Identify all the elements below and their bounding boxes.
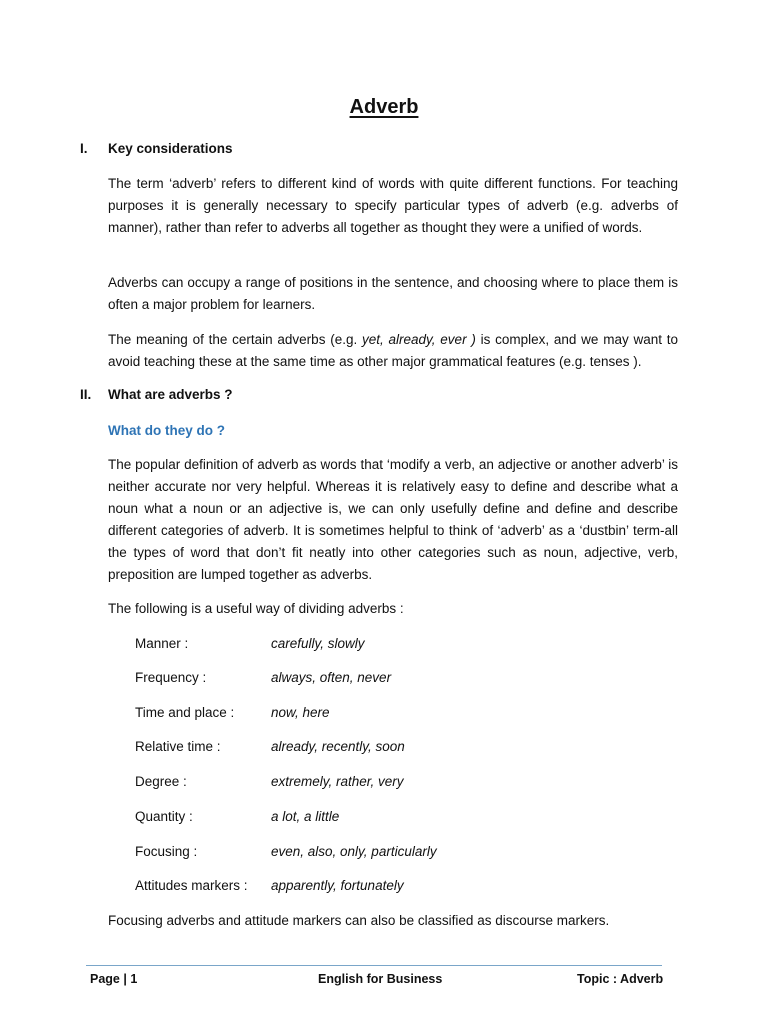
section-number: II. (80, 387, 92, 402)
paragraph-adverb-term: The term ‘adverb’ refers to different kind of words with quite different functions. For teaching purposes it is generally necessary to specify particular types of adverb (e.g. adverbs of manner), rather than refer to adverbs all together as thought they were a unified of words. (108, 176, 678, 235)
category-row (135, 739, 635, 754)
footer-rule (86, 965, 662, 966)
category-row (135, 774, 635, 789)
category-row (135, 809, 635, 824)
footer-topic: Topic : Adverb (577, 972, 664, 986)
category-examples: a lot, a little (271, 809, 340, 824)
category-examples: apparently, fortunately (271, 878, 404, 893)
category-label: Attitudes markers : (135, 878, 248, 893)
category-examples: extremely, rather, very (271, 774, 404, 789)
paragraph-dividing-adverbs: The following is a useful way of dividing adverbs : (108, 601, 404, 616)
category-label: Time and place : (135, 705, 235, 720)
category-examples: always, often, never (271, 670, 392, 685)
category-label: Degree : (135, 774, 187, 789)
category-row (135, 705, 635, 720)
paragraph-adverb-definition: The popular definition of adverb as words that ‘modify a verb, an adjective or another adverb’ is neither accurate nor very helpful. Whereas it is relatively easy to define and describe what a noun what a noun or an adjective is, we can only usefully define and define and describe different categories of adverb. It is sometimes helpful to think of ‘adverb’ as a ‘dustbin’ term-all the types of word that don’t fit neatly into other categories such as noun, adjective, verb, preposition are lumped together as adverbs. (108, 457, 678, 582)
section-heading-text: Key considerations (108, 141, 233, 156)
paragraph-text: The meaning of the certain adverbs (e.g. (108, 332, 362, 347)
section-number: I. (80, 141, 88, 156)
section-heading-text: What are adverbs ? (108, 387, 233, 402)
category-row (135, 844, 635, 859)
category-label: Relative time : (135, 739, 221, 754)
footer-page-number: Page | 1 (90, 972, 138, 986)
paragraph-discourse-markers: Focusing adverbs and attitude markers can also be classified as discourse markers. (108, 913, 610, 928)
paragraph-adverb-meaning (108, 329, 678, 373)
section-heading-key-considerations (80, 141, 233, 156)
category-row (135, 878, 635, 893)
paragraph-adverb-positions: Adverbs can occupy a range of positions in the sentence, and choosing where to place them is often a major problem for learners. (108, 275, 678, 312)
section-heading-what-are-adverbs (80, 387, 233, 402)
footer-course-title: English for Business (318, 972, 443, 986)
subheading-what-do-they-do: What do they do ? (108, 423, 225, 438)
category-examples: now, here (271, 705, 330, 720)
category-label: Quantity : (135, 809, 193, 824)
category-label: Manner : (135, 636, 189, 651)
italic-examples: yet, already, ever ) (361, 332, 476, 347)
category-row (135, 636, 635, 651)
category-label: Frequency : (135, 670, 207, 685)
page-title: Adverb (349, 96, 419, 118)
paragraph-text: is complex, and we may want to avoid teaching these at the same time as other major grammatical features (e.g. tenses ). (108, 332, 679, 369)
category-examples: carefully, slowly (271, 636, 365, 651)
category-examples: even, also, only, particularly (271, 844, 437, 859)
category-examples: already, recently, soon (271, 739, 405, 754)
category-label: Focusing : (135, 844, 198, 859)
category-row (135, 670, 635, 685)
